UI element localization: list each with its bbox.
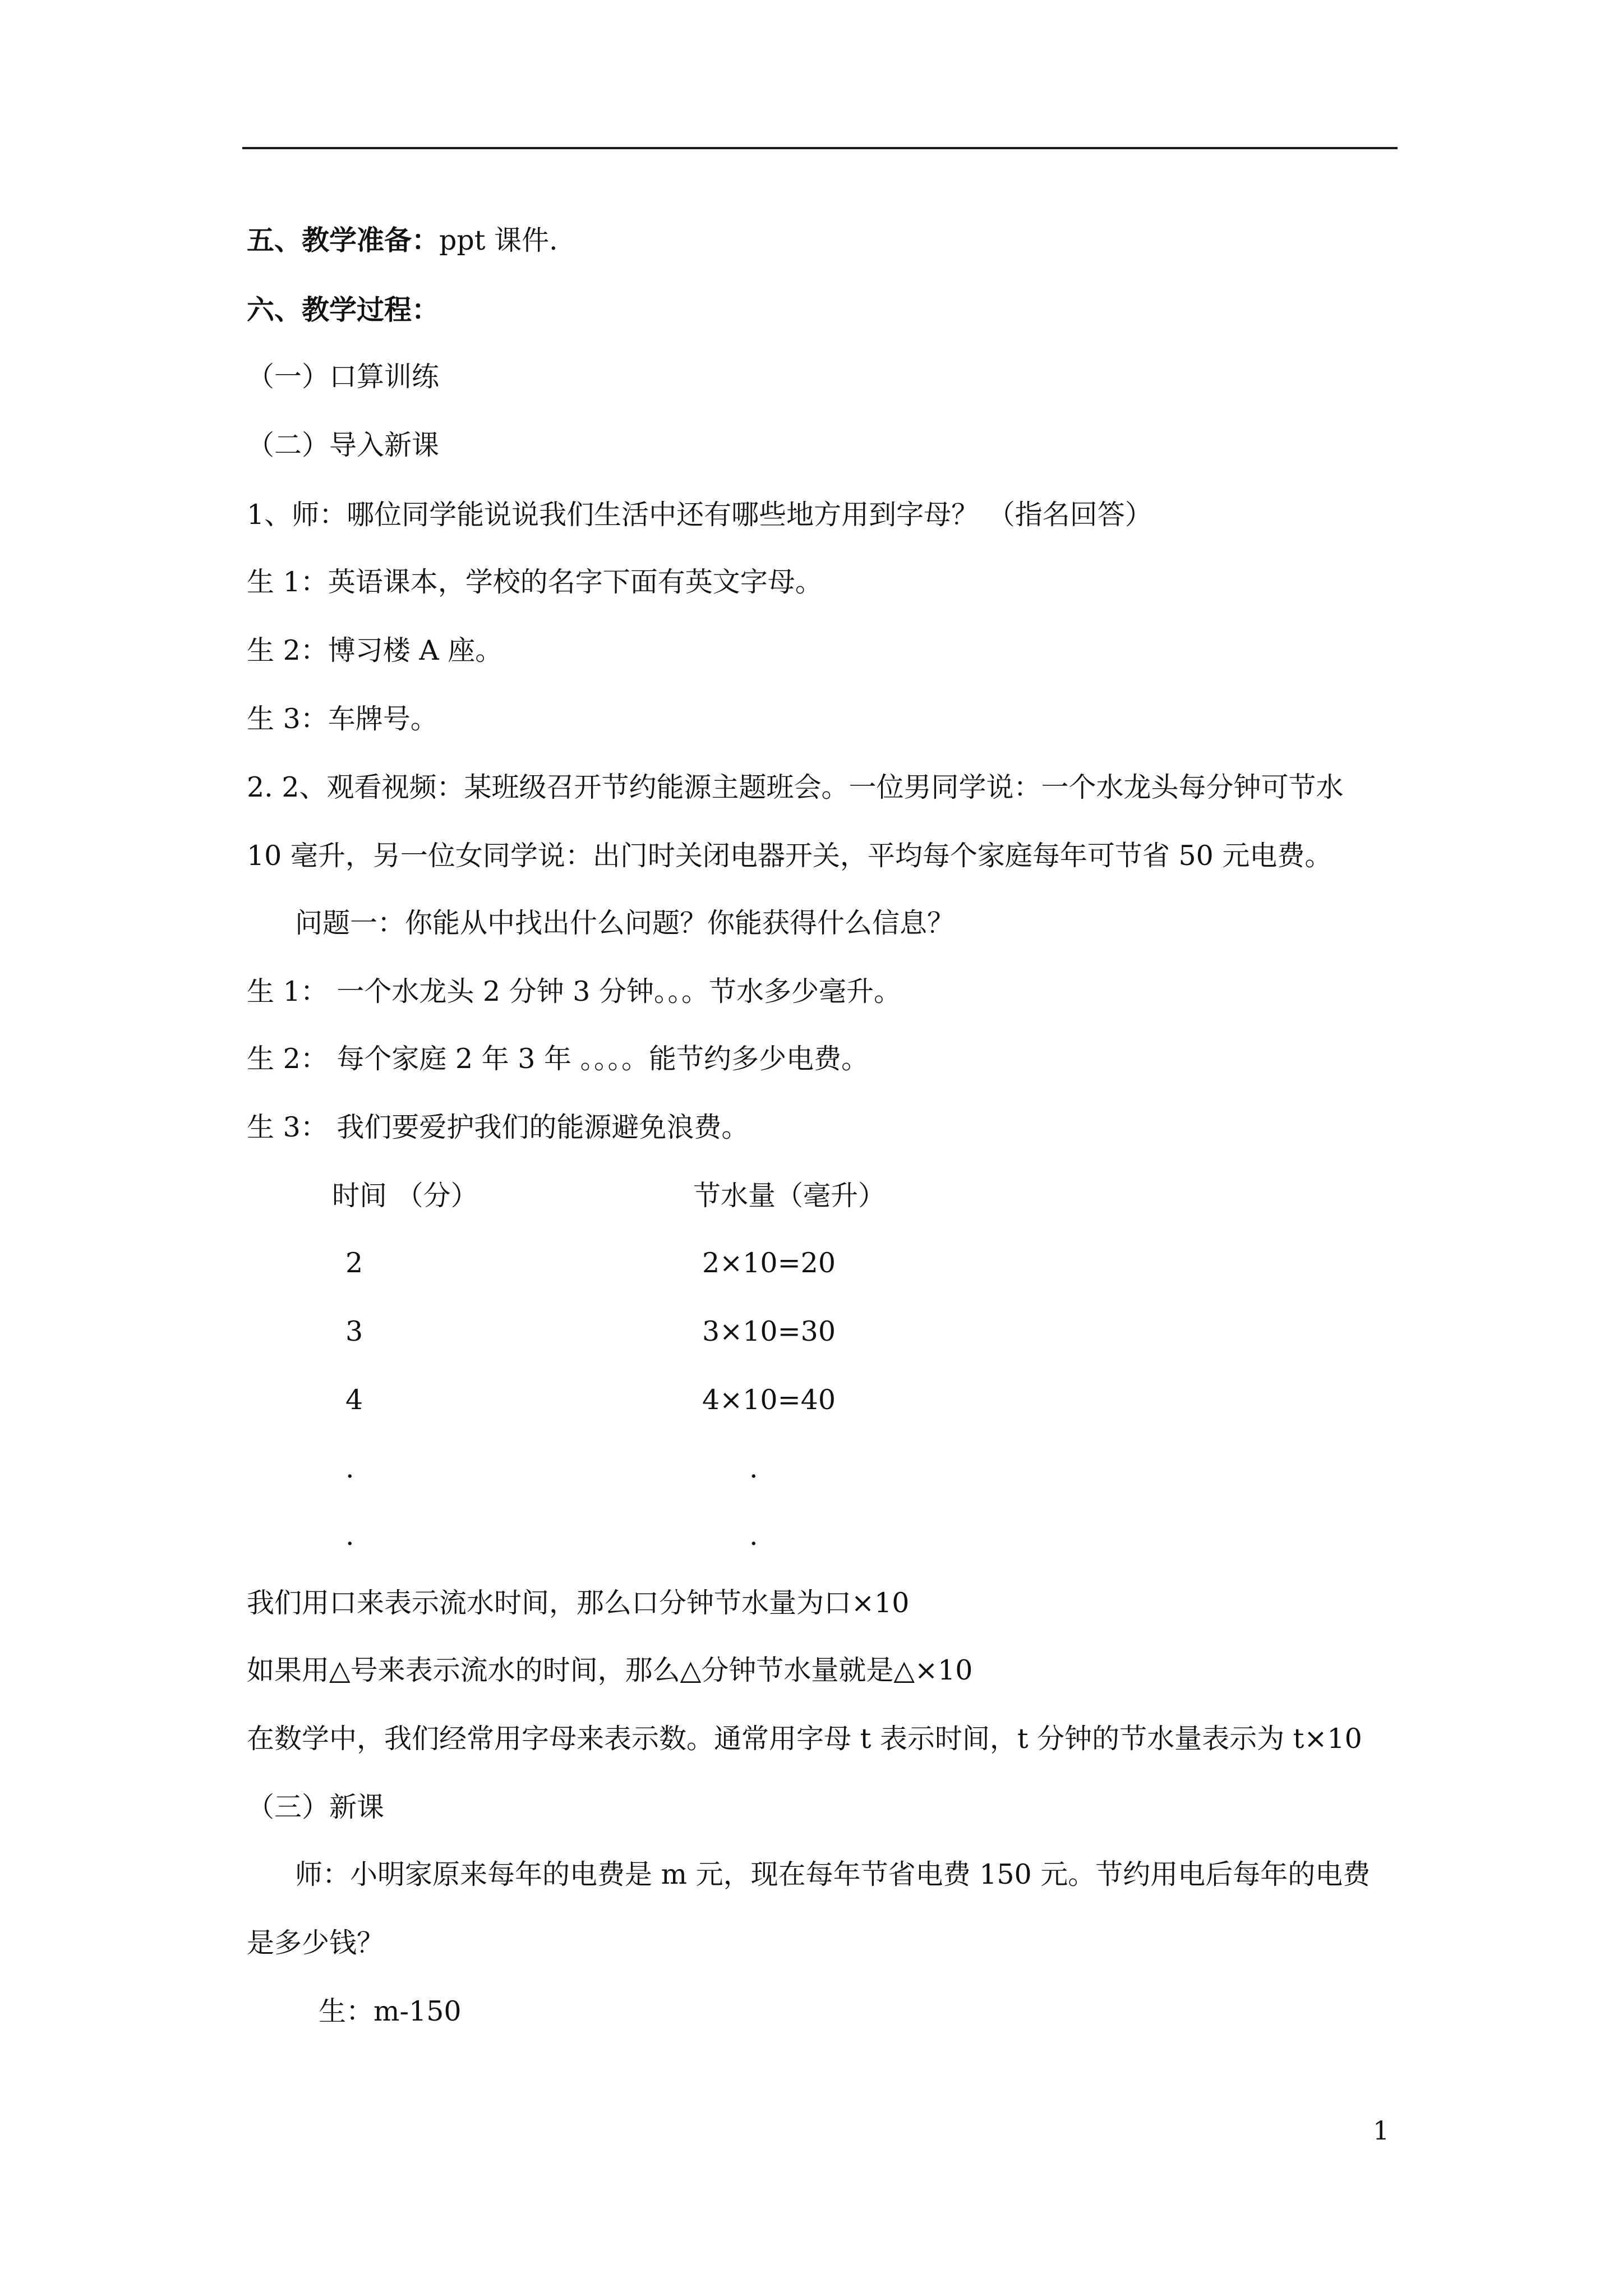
- section-5-colon: ：: [412, 224, 440, 256]
- student-answer-2: 生 2：博习楼 A 座。: [247, 634, 503, 666]
- table-header-water: 节水量（毫升）: [693, 1180, 886, 1212]
- student-solution: 生：m-150: [319, 1995, 462, 2027]
- subsection-oral-training: （一）口算训练: [247, 361, 440, 393]
- video-paragraph-line-1: 2. 2、观看视频：某班级召开节约能源主题班会。一位男同学说：一个水龙头每分钟可节水: [247, 771, 1344, 803]
- table-cell-time: 3: [345, 1315, 363, 1347]
- table-cell-time: .: [345, 1452, 354, 1484]
- student-answer-1: 生 1：英语课本，学校的名字下面有英文字母。: [247, 566, 823, 598]
- student-answer-3: 生 3：车牌号。: [247, 703, 438, 735]
- table-cell-time: 4: [345, 1384, 363, 1416]
- table-cell-water: 4×10=40: [702, 1384, 836, 1416]
- page-number: 1: [1373, 2115, 1390, 2146]
- subsection-introduction: （二）导入新课: [247, 429, 440, 461]
- letter-symbol-paragraph: 在数学中，我们经常用字母来表示数。通常用字母 t 表示时间，t 分钟的节水量表示为 t×10: [247, 1723, 1362, 1755]
- box-symbol-paragraph: 我们用口来表示流水时间，那么口分钟节水量为口×10: [247, 1587, 910, 1619]
- section-5-line: [247, 222, 558, 259]
- section-6-heading: 六、教学过程：: [247, 293, 440, 326]
- student-reply-2: 生 2： 每个家庭 2 年 3 年 。。。。能节约多少电费。: [247, 1043, 869, 1075]
- question-one: 问题一：你能从中找出什么问题？你能获得什么信息？: [295, 907, 955, 939]
- teacher-problem-line-1: 师：小明家原来每年的电费是 m 元，现在每年节省电费 150 元。节约用电后每年的电费: [295, 1858, 1371, 1890]
- subsection-new-lesson: （三）新课: [247, 1791, 385, 1823]
- student-reply-3: 生 3： 我们要爱护我们的能源避免浪费。: [247, 1111, 749, 1143]
- table-header-time: 时间 （分）: [332, 1180, 478, 1212]
- table-cell-water: 3×10=30: [702, 1315, 836, 1347]
- triangle-symbol-paragraph: 如果用△号来表示流水的时间，那么△分钟节水量就是△×10: [247, 1654, 973, 1686]
- teacher-problem-line-2: 是多少钱？: [247, 1927, 385, 1959]
- section-5-text: ppt 课件.: [439, 224, 558, 256]
- video-paragraph-line-2: 10 毫升，另一位女同学说：出门时关闭电器开关，平均每个家庭每年可节省 50 元电费。: [247, 840, 1332, 872]
- teacher-question: 1、师：哪位同学能说说我们生活中还有哪些地方用到字母？ （指名回答）: [247, 499, 1152, 531]
- table-cell-time: .: [345, 1520, 354, 1552]
- table-cell-water: .: [749, 1452, 758, 1484]
- header-rule: [242, 147, 1398, 149]
- table-cell-time: 2: [345, 1247, 363, 1279]
- section-5-heading: 五、教学准备: [247, 224, 412, 256]
- student-reply-1: 生 1： 一个水龙头 2 分钟 3 分钟。。。节水多少毫升。: [247, 976, 901, 1007]
- table-cell-water: .: [749, 1520, 758, 1552]
- table-cell-water: 2×10=20: [702, 1247, 836, 1279]
